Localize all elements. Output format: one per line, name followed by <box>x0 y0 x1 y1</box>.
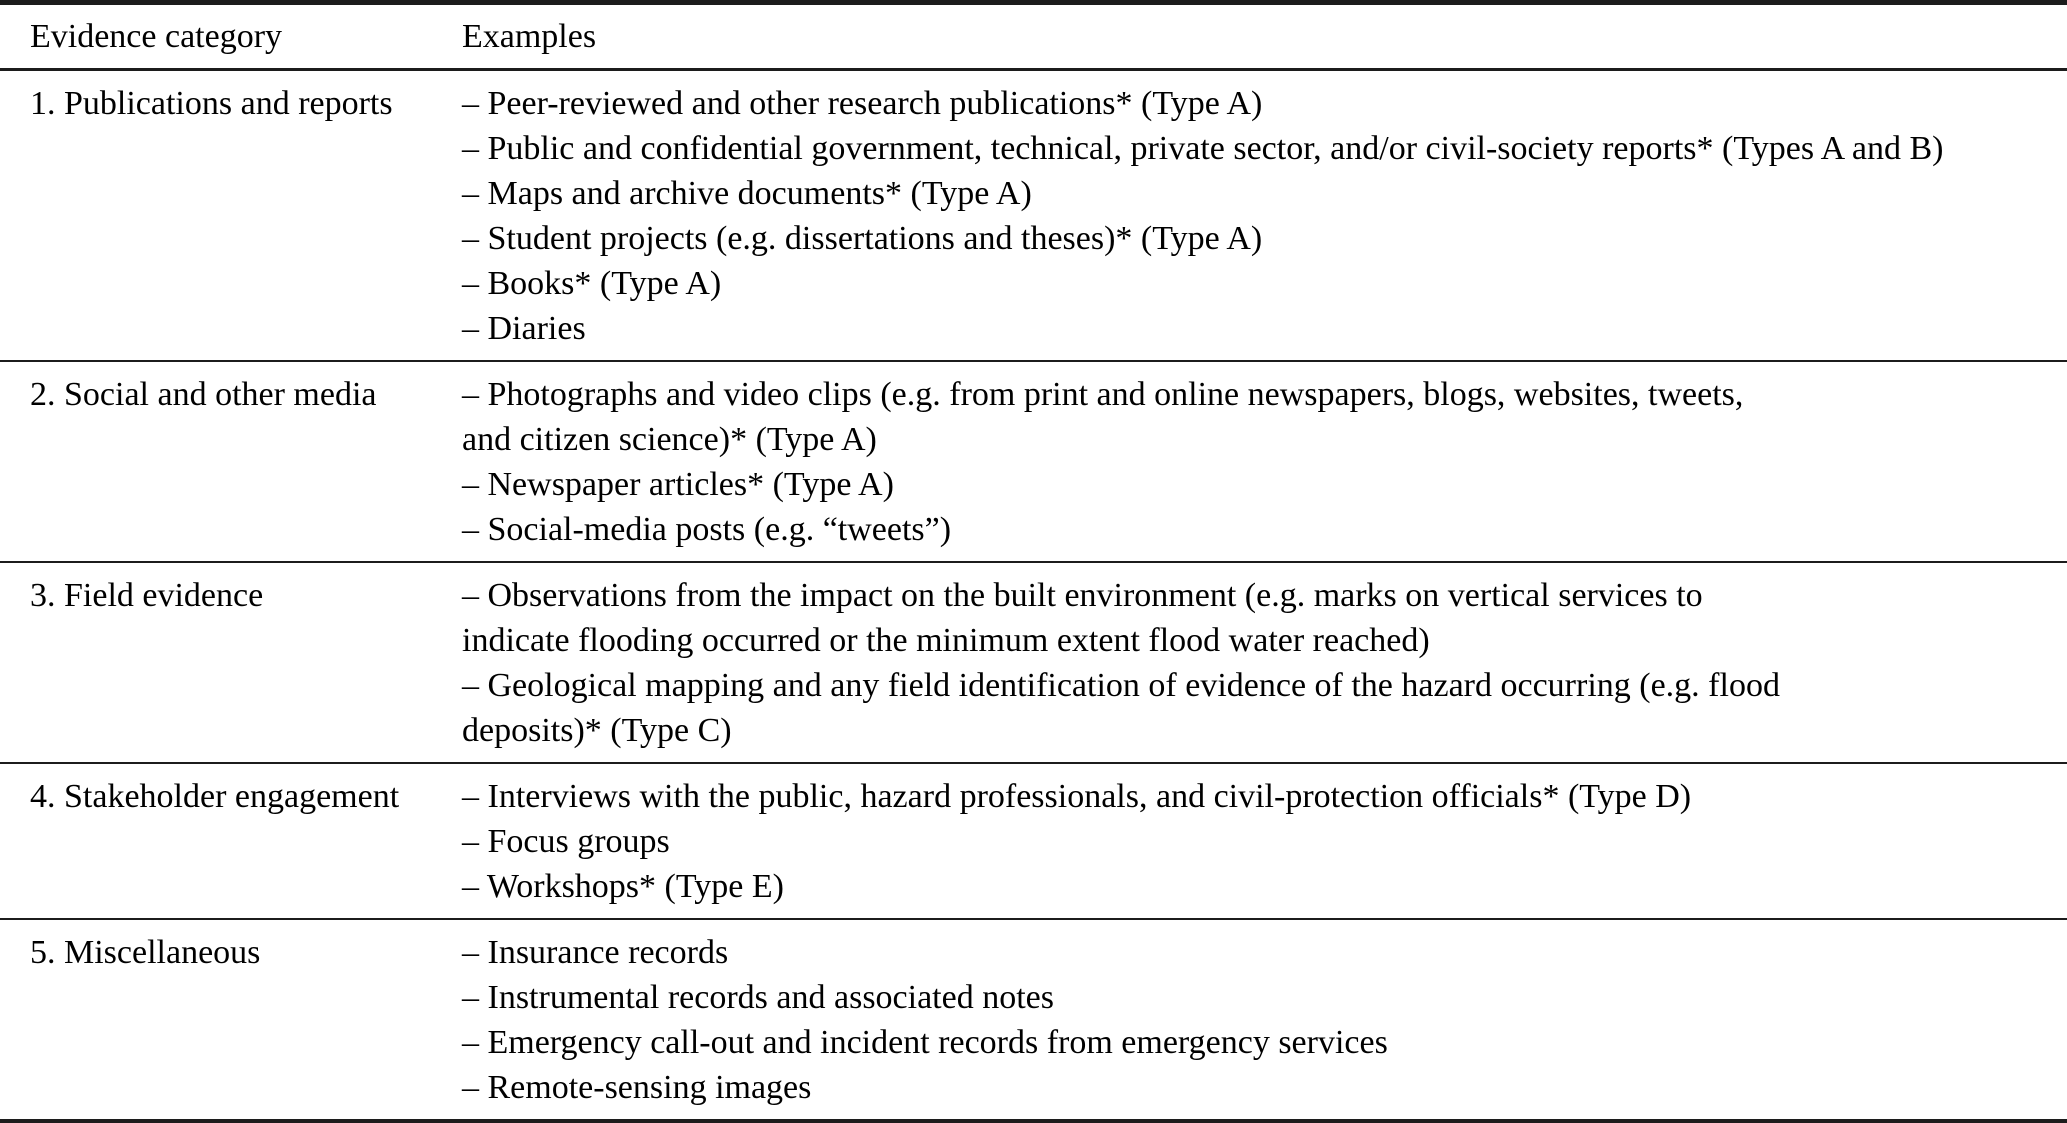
table-body <box>0 71 2067 1119</box>
example-line: – Focus groups <box>462 823 670 860</box>
example-line: – Student projects (e.g. dissertations and theses)* (Type A) <box>462 220 1263 257</box>
table-header <box>0 5 2067 68</box>
table-row <box>0 71 2067 360</box>
example-line: deposits)* (Type C) <box>462 712 732 749</box>
examples-cell <box>462 930 2067 1110</box>
example-line: – Photographs and video clips (e.g. from print and online newspapers, blogs, websites, tweets, <box>462 376 1744 413</box>
example-line: – Remote-sensing images <box>462 1069 812 1106</box>
category-cell: 4. Stakeholder engagement <box>30 778 400 815</box>
example-line: – Books* (Type A) <box>462 265 722 302</box>
examples-cell <box>462 573 2067 753</box>
example-line: – Emergency call-out and incident records from emergency services <box>462 1024 1388 1061</box>
bottom-rule <box>0 1119 2067 1123</box>
example-line: – Maps and archive documents* (Type A) <box>462 175 1032 212</box>
example-line: – Newspaper articles* (Type A) <box>462 466 894 503</box>
category-cell: 3. Field evidence <box>30 577 264 614</box>
example-line: – Interviews with the public, hazard professionals, and civil-protection officials* (Type D) <box>462 778 1692 815</box>
examples-cell <box>462 372 2067 552</box>
category-cell: 5. Miscellaneous <box>30 934 261 971</box>
table-row <box>0 561 2067 762</box>
table-row <box>0 762 2067 918</box>
example-line: indicate flooding occurred or the minimum extent flood water reached) <box>462 622 1430 659</box>
example-line: – Insurance records <box>462 934 729 971</box>
example-line: – Workshops* (Type E) <box>462 868 784 905</box>
example-line: – Public and confidential government, technical, private sector, and/or civil-society reports* (Types A and B) <box>462 130 1944 167</box>
example-line: and citizen science)* (Type A) <box>462 421 877 458</box>
example-line: – Instrumental records and associated notes <box>462 979 1054 1016</box>
examples-cell <box>462 774 2067 909</box>
table-row <box>0 360 2067 561</box>
examples-cell <box>462 81 2067 351</box>
category-cell: 1. Publications and reports <box>30 85 393 122</box>
table-row <box>0 918 2067 1119</box>
example-line: – Observations from the impact on the built environment (e.g. marks on vertical services to <box>462 577 1703 614</box>
example-line: – Diaries <box>462 310 586 347</box>
example-line: – Geological mapping and any field identification of evidence of the hazard occurring (e.g. flood <box>462 667 1780 704</box>
example-line: – Social-media posts (e.g. “tweets”) <box>462 511 952 548</box>
header-evidence-category: Evidence category <box>30 18 283 55</box>
header-examples: Examples <box>462 18 597 55</box>
example-line: – Peer-reviewed and other research publications* (Type A) <box>462 85 1263 122</box>
category-cell: 2. Social and other media <box>30 376 377 413</box>
